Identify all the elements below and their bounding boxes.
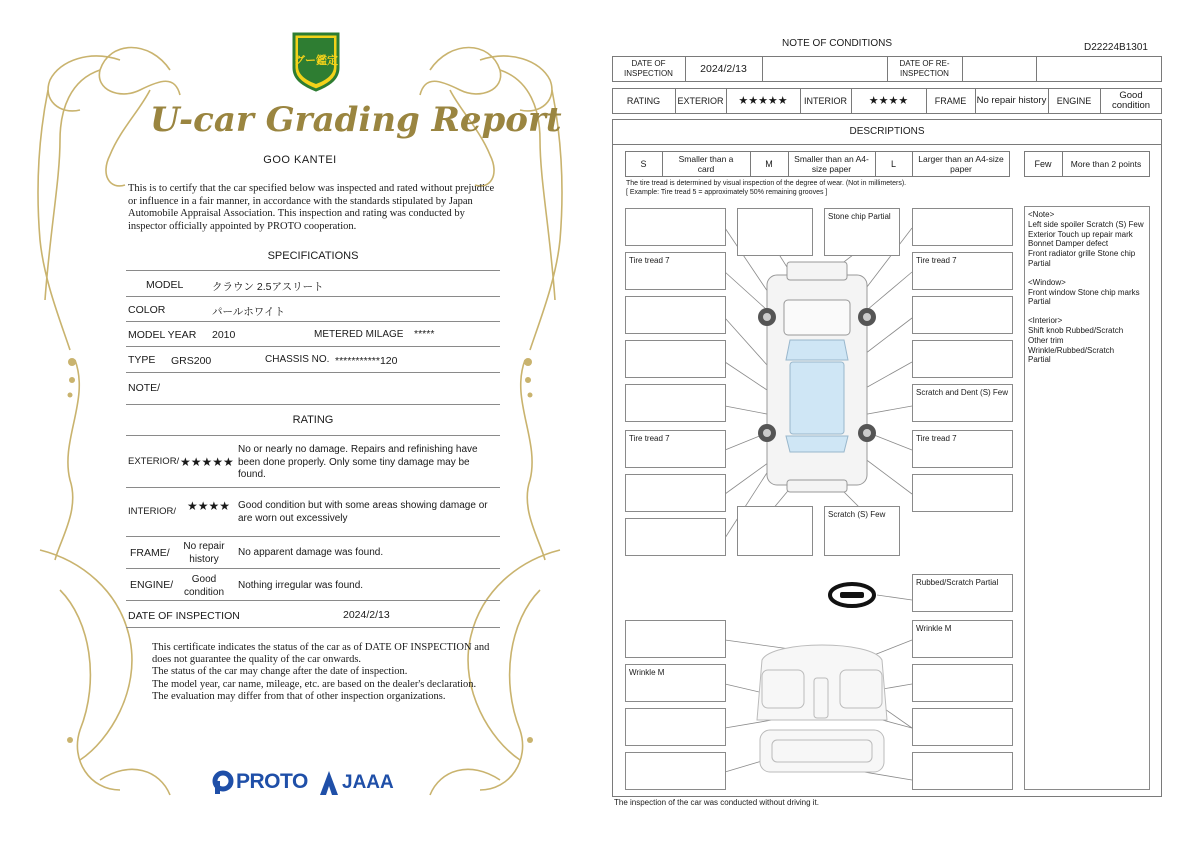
callout-box <box>625 708 726 746</box>
callout-text: Tire tread 7 <box>629 256 670 265</box>
exterior-description: No or nearly no damage. Repairs and refinishing have been done properly. Only some tiny damage may be found. <box>238 444 478 480</box>
certification-intro: This is to certify that the car specified below was inspected and rated without prejudice or influence in a fair manner, in accordance with the standards stipulated by Japan Automobile Appraisal Association. This inspection and rating was conducted by inspector officially appointed by PROTO cooperation. <box>128 183 495 232</box>
rating-heading: RATING <box>292 414 334 426</box>
exterior-stars: ★★★★★ <box>738 95 788 107</box>
engine-value: Good condition <box>1111 90 1151 111</box>
callout-tire-rear-right <box>912 430 1013 468</box>
footer-line: This certificate indicates the status of the car as of DATE OF INSPECTION and does not guarantee the quality of the car onwards. <box>152 642 490 666</box>
callout-stone-chip <box>824 208 900 256</box>
interior-stars: ★★★★ <box>187 499 231 513</box>
legend-s-text: Smaller than a card <box>678 154 734 174</box>
conditions-footer: The inspection of the car was conducted without driving it. <box>614 798 819 807</box>
footer-line: The model year, car name, mileage, etc. are based on the dealer's declaration. <box>152 678 477 690</box>
conditions-heading: NOTE OF CONDITIONS <box>782 38 892 49</box>
callout-text: Scratch (S) Few <box>828 510 886 519</box>
callout-text: Wrinkle M <box>629 668 665 677</box>
certificate-footer <box>152 642 492 703</box>
callout-box <box>912 474 1013 512</box>
divider <box>126 372 500 373</box>
divider <box>126 321 500 322</box>
note-label: NOTE/ <box>128 382 161 394</box>
exterior-label: EXTERIOR <box>677 96 724 106</box>
legend-few-key: Few <box>1034 159 1052 169</box>
callout-tire-front-left <box>625 252 726 290</box>
color-label: COLOR <box>128 304 166 316</box>
metered-mileage-label: METERED MILAGE <box>314 329 404 340</box>
callout-tire-front-right <box>912 252 1013 290</box>
jaaa-logo-icon <box>319 770 339 796</box>
callout-scratch-dent <box>912 384 1013 422</box>
interior-description: Good condition but with some areas showing damage or are worn out excessively <box>238 500 488 524</box>
footer-line: The evaluation may differ from that of other inspection organizations. <box>152 690 446 702</box>
footer-line: The status of the car may change after the date of inspection. <box>152 666 408 678</box>
chassis-value: ***********120 <box>335 355 398 367</box>
callout-wrinkle-left <box>625 664 726 702</box>
badge-text: グー鑑定 <box>294 54 338 67</box>
date-of-inspection-value: 2024/2/13 <box>343 609 390 621</box>
frame-label: FRAME/ <box>130 547 170 559</box>
legend-l-text: Larger than an A4-size paper <box>918 154 1004 174</box>
frame-value: No repair history <box>183 541 225 565</box>
tire-note-example: [ Example: Tire tread 5 = approximately 50% remaining grooves ] <box>626 189 828 196</box>
proto-logo-text: PROTO <box>236 770 308 793</box>
callout-scratch-rear <box>824 506 900 556</box>
frame-description: No apparent damage was found. <box>238 547 384 558</box>
callout-box <box>625 752 726 790</box>
callout-text: Scratch and Dent (S) Few <box>916 388 1009 397</box>
model-year-label: MODEL YEAR <box>128 329 197 341</box>
interior-stars: ★★★★ <box>868 95 909 107</box>
engine-value: Good condition <box>183 574 225 598</box>
engine-label: ENGINE/ <box>130 579 174 591</box>
interior-label: INTERIOR/ <box>128 506 177 517</box>
divider <box>126 568 500 569</box>
type-value: GRS200 <box>171 355 212 367</box>
callout-box <box>912 296 1013 334</box>
callout-box <box>625 620 726 658</box>
divider <box>126 346 500 347</box>
type-label: TYPE <box>128 354 156 366</box>
callout-tire-rear-left <box>625 430 726 468</box>
divider <box>126 536 500 537</box>
steering-wheel-icon <box>830 584 874 606</box>
divider <box>126 270 500 271</box>
callout-text: Wrinkle M <box>916 624 952 633</box>
jaaa-logo-text: JAAA <box>342 772 394 793</box>
exterior-label: EXTERIOR/ <box>128 456 180 467</box>
model-value: クラウン 2.5アスリート <box>212 281 324 293</box>
note-title: <Note> <box>1028 210 1055 219</box>
callout-text: Tire tread 7 <box>629 434 670 443</box>
note-body: Left side spoiler Scratch (S) Few Exterior Touch up repair mark Bonnet Damper defect Front radiator grille Stone chip Partial <box>1028 219 1144 268</box>
notes-content <box>1028 210 1150 365</box>
callout-box <box>912 752 1013 790</box>
divider <box>126 627 500 628</box>
interior-label: INTERIOR <box>803 96 847 106</box>
tire-note: The tire tread is determined by visual inspection of the degree of wear. (Not in millimeters). <box>626 180 907 187</box>
callout-text: Tire tread 7 <box>916 434 957 443</box>
callout-box <box>737 208 813 256</box>
chassis-label: CHASSIS NO. <box>265 354 330 365</box>
callout-text: Stone chip Partial <box>828 212 891 221</box>
callout-box <box>912 708 1013 746</box>
divider <box>126 435 500 436</box>
legend-few-text: More than 2 points <box>1070 159 1142 169</box>
callout-box <box>625 518 726 556</box>
callout-box <box>625 208 726 246</box>
engine-description: Nothing irregular was found. <box>238 580 364 591</box>
callout-text: Tire tread 7 <box>916 256 957 265</box>
rating-label: RATING <box>626 96 661 106</box>
descriptions-heading: DESCRIPTIONS <box>849 126 925 137</box>
divider <box>126 296 500 297</box>
callout-box <box>625 296 726 334</box>
report-subtitle: GOO KANTEI <box>263 154 337 166</box>
callout-text: Rubbed/Scratch Partial <box>916 578 999 587</box>
callout-steering <box>912 574 1013 612</box>
callout-box <box>912 208 1013 246</box>
interior-title: <Interior> <box>1028 316 1063 326</box>
window-title: <Window> <box>1028 277 1066 287</box>
exterior-stars: ★★★★★ <box>180 455 234 469</box>
goo-kantei-badge <box>288 30 344 92</box>
date-of-inspection-label: DATE OF INSPECTION <box>624 59 673 78</box>
frame-value: No repair history <box>976 95 1047 106</box>
legend-s-key: S <box>640 159 647 169</box>
legend-l-key: L <box>890 159 896 169</box>
date-of-inspection-value: 2024/2/13 <box>700 63 747 75</box>
proto-logo-icon <box>212 770 234 796</box>
model-label: MODEL <box>146 279 184 291</box>
report-id: D22224B1301 <box>1084 42 1148 53</box>
window-body: Front window Stone chip marks Partial <box>1028 287 1140 307</box>
specifications-heading: SPECIFICATIONS <box>267 250 359 262</box>
frame-label: FRAME <box>934 96 967 106</box>
callout-box <box>625 384 726 422</box>
legend-m-key: M <box>765 159 773 169</box>
engine-label: ENGINE <box>1056 96 1092 106</box>
model-year-value: 2010 <box>212 329 236 341</box>
metered-mileage-value: ***** <box>414 328 435 340</box>
report-title: U-car Grading Report <box>150 100 562 140</box>
divider <box>126 404 500 405</box>
date-of-reinspection-label: DATE OF RE-INSPECTION <box>899 59 950 78</box>
callout-box <box>912 664 1013 702</box>
callout-wrinkle-right <box>912 620 1013 658</box>
callout-box <box>737 506 813 556</box>
callout-box <box>625 474 726 512</box>
callout-box <box>912 340 1013 378</box>
divider <box>126 487 500 488</box>
color-value: パールホワイト <box>212 306 285 318</box>
date-of-inspection-label: DATE OF INSPECTION <box>128 610 240 622</box>
interior-body: Shift knob Rubbed/Scratch Other trim Wrinkle/Rubbed/Scratch Partial <box>1028 325 1124 365</box>
callout-box <box>625 340 726 378</box>
divider <box>126 600 500 601</box>
legend-m-text: Smaller than an A4-size paper <box>794 154 869 174</box>
